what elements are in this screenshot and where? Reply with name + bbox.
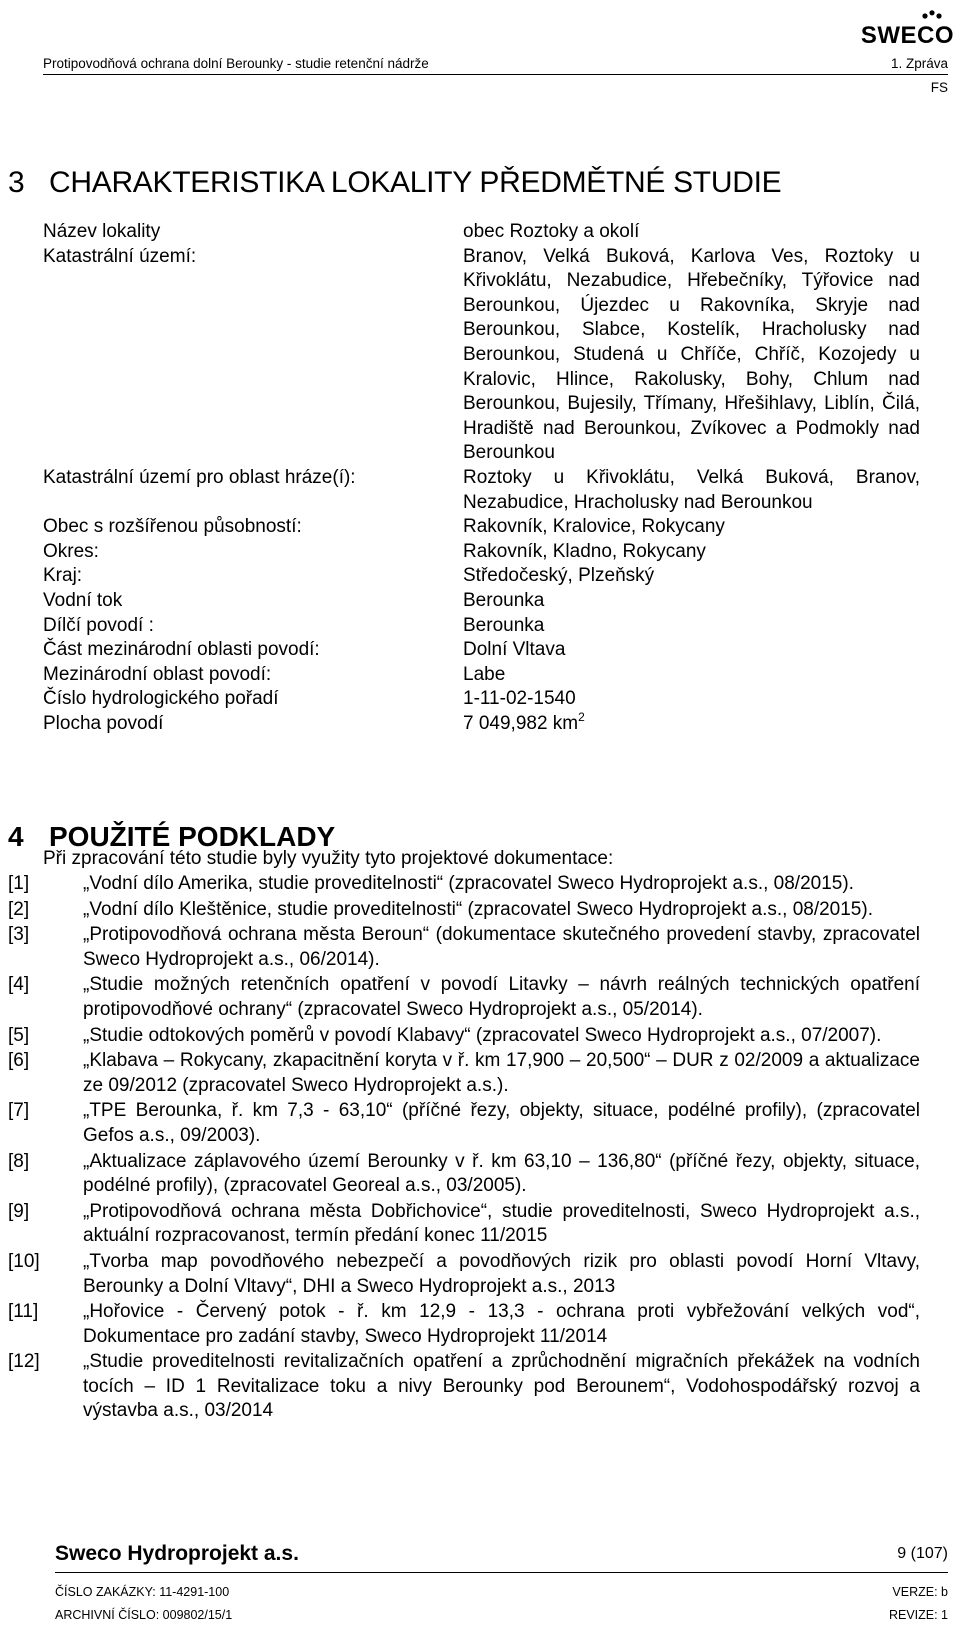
reference-text: „Vodní dílo Amerika, studie proveditelnosti“ (zpracovatel Sweco Hydroprojekt a.s., 08/2015). xyxy=(83,873,854,894)
footer-company: Sweco Hydroprojekt a.s. xyxy=(55,1542,299,1565)
reference-item xyxy=(8,1150,920,1199)
version-label: VERZE: b xyxy=(892,1585,948,1599)
reference-item xyxy=(8,1300,920,1349)
archive-number: ARCHIVNÍ ČÍSLO: 009802/15/1 xyxy=(55,1608,233,1622)
reference-number: [2] xyxy=(8,898,30,920)
section-number: 4 xyxy=(8,821,24,852)
info-row xyxy=(43,564,920,589)
reference-list xyxy=(8,872,920,1425)
info-value xyxy=(463,709,920,737)
info-value: Berounka xyxy=(463,614,545,636)
info-label: Číslo hydrologického pořadí xyxy=(43,688,279,710)
info-label: Dílčí povodí : xyxy=(43,614,154,636)
document-title: Protipovodňová ochrana dolní Berounky - studie retenční nádrže xyxy=(43,56,429,71)
reference-item xyxy=(8,1200,920,1249)
reference-text: „Tvorba map povodňového nebezpečí a povodňových rizik pro oblasti povodí Horní Vltavy, Berounky a Dolní Vltavy“, DHI a Sweco Hydroprojekt a.s., 2013 xyxy=(83,1250,920,1297)
reference-number: [8] xyxy=(8,1150,30,1172)
revision-label: REVIZE: 1 xyxy=(888,1608,948,1622)
reference-text: „Hořovice - Červený potok - ř. km 12,9 - 13,3 - ochrana proti vybřežování velkých vod“, Dokumentace pro zadání stavby, Sweco Hydroprojekt 11/2014 xyxy=(83,1301,920,1347)
info-row xyxy=(43,614,920,639)
area-exponent: 2 xyxy=(578,709,585,724)
info-value: Rakovník, Kralovice, Rokycany xyxy=(463,516,725,538)
info-row xyxy=(43,220,920,245)
info-label: Okres: xyxy=(43,540,99,562)
reference-number: [4] xyxy=(8,974,30,996)
fs-label: FS xyxy=(930,80,948,95)
reference-number: [9] xyxy=(8,1200,30,1222)
reference-text: „Studie proveditelnosti revitalizačních opatření a zprůchodnění migračních překážek na vodních tocích – ID 1 Revitalizace toku a nivy Berounky pod Berounem“, Vodohospodářský rozvoj a výstavba a.s., 03/2014 xyxy=(83,1351,920,1422)
info-row xyxy=(43,638,920,663)
section-title: CHARAKTERISTIKA LOKALITY PŘEDMĚTNÉ STUDIE xyxy=(49,166,782,199)
reference-text: „TPE Berounka, ř. km 7,3 - 63,10“ (příčné řezy, objekty, situace, podélné profily), (zpracovatel Gefos a.s., 09/2003). xyxy=(83,1100,920,1146)
area-value: 7 049,982 km xyxy=(463,712,579,734)
info-row-area xyxy=(43,709,920,737)
info-label: Kraj: xyxy=(43,565,83,587)
reference-text: „Studie odtokových poměrů v povodí Klabavy“ (zpracovatel Sweco Hydroprojekt a.s., 07/2007). xyxy=(83,1024,882,1046)
reference-item xyxy=(8,1024,920,1049)
references-intro: Při zpracování této studie byly využity tyto projektové dokumentace: xyxy=(43,848,614,869)
reference-number: [5] xyxy=(8,1024,30,1046)
info-row xyxy=(43,663,920,688)
info-row xyxy=(43,540,920,565)
order-number: ČÍSLO ZAKÁZKY: 11-4291-100 xyxy=(55,1585,230,1599)
reference-item xyxy=(8,898,920,923)
reference-item xyxy=(8,1350,920,1424)
info-row xyxy=(43,245,920,466)
reference-text: „Vodní dílo Kleštěnice, studie proveditelnosti“ (zpracovatel Sweco Hydroprojekt a.s., 08/2015). xyxy=(83,898,873,920)
info-label: Plocha povodí xyxy=(43,712,164,734)
reference-number: [1] xyxy=(8,873,30,894)
reference-number: [6] xyxy=(8,1050,30,1072)
page-number: 9 (107) xyxy=(897,1545,948,1562)
info-label: Katastrální území: xyxy=(43,245,197,267)
section-number: 3 xyxy=(8,166,25,199)
info-label: Obec s rozšířenou působností: xyxy=(43,516,302,538)
info-row xyxy=(43,515,920,540)
reference-item xyxy=(8,923,920,972)
reference-item xyxy=(8,1049,920,1098)
info-row xyxy=(43,466,920,515)
info-value: Labe xyxy=(463,663,506,685)
info-value: Roztoky u Křivoklátu, Velká Buková, Branov, Nezabudice, Hracholusky nad Berounkou xyxy=(463,466,920,513)
info-label: Vodní tok xyxy=(43,589,123,611)
report-label: 1. Zpráva xyxy=(890,56,948,71)
info-label: Název lokality xyxy=(43,221,161,242)
info-value: 1-11-02-1540 xyxy=(463,688,576,710)
reference-text: „Protipovodňová ochrana města Dobřichovice“, studie proveditelnosti, Sweco Hydroprojekt a.s., aktuální rozpracovanost, termín předání konec 11/2015 xyxy=(83,1200,920,1247)
info-value: obec Roztoky a okolí xyxy=(463,221,640,242)
info-row xyxy=(43,687,920,712)
locality-info-table xyxy=(43,220,920,736)
reference-text: „Studie možných retenčních opatření v povodí Litavky – návrh reálných technických opatření protipovodňové ochrany“ (zpracovatel Sweco Hydroprojekt a.s., 05/2014). xyxy=(83,974,920,1020)
reference-text: „Protipovodňová ochrana města Beroun“ (dokumentace skutečného provedení stavby, zpracovatel Sweco Hydroprojekt a.s., 06/2014). xyxy=(83,924,920,970)
reference-number: [7] xyxy=(8,1100,30,1122)
info-label: Mezinárodní oblast povodí: xyxy=(43,663,272,685)
reference-item xyxy=(8,1099,920,1148)
section-3-heading xyxy=(8,165,781,201)
info-label: Část mezinárodní oblasti povodí: xyxy=(43,639,320,661)
info-label: Katastrální území pro oblast hráze(í): xyxy=(43,466,356,488)
info-value: Středočeský, Plzeňský xyxy=(463,565,655,587)
reference-item xyxy=(8,973,920,1022)
reference-item xyxy=(8,872,920,897)
info-value: Branov, Velká Buková, Karlova Ves, Roztoky u Křivoklátu, Nezabudice, Hřebečníky, Týřovice nad Berounkou, Újezdec u Rakovníka, Skryje nad Berounkou, Slabce, Kostelík, Hracholusky nad Berounkou, Studená u Chříče, Chříč, Kozojedy u Kralovic, Hlince, Rakolusky, Bohy, Chlum nad Berounkou, Bujesily, Třímany, Hřešihlavy, Liblín, Čilá, Hradiště nad Berounkou, Zvíkovec a Podmokly nad Berounkou xyxy=(463,245,920,464)
reference-item xyxy=(8,1250,920,1299)
reference-text: „Klabava – Rokycany, zkapacitnění koryta v ř. km 17,900 – 20,500“ – DUR z 02/2009 a aktualizace ze 09/2012 (zpracovatel Sweco Hydroprojekt a.s.). xyxy=(83,1050,920,1096)
info-value: Berounka xyxy=(463,589,545,611)
reference-text: „Aktualizace záplavového území Berounky v ř. km 63,10 – 136,80“ (příčné řezy, objekty, situace, podélné profily), (zpracovatel Georeal a.s., 03/2005). xyxy=(83,1150,920,1197)
reference-number: [12] xyxy=(8,1351,40,1373)
info-row xyxy=(43,589,920,614)
footer-divider xyxy=(55,1572,948,1573)
reference-number: [11] xyxy=(8,1301,39,1323)
reference-number: [3] xyxy=(8,924,30,946)
header-divider xyxy=(43,74,948,75)
info-value: Rakovník, Kladno, Rokycany xyxy=(463,540,706,562)
logo-text: SWECO xyxy=(860,22,954,49)
info-value: Dolní Vltava xyxy=(463,639,566,661)
reference-number: [10] xyxy=(8,1250,40,1272)
sweco-logo xyxy=(836,10,954,48)
section-title: POUŽITÉ PODKLADY xyxy=(49,821,336,852)
